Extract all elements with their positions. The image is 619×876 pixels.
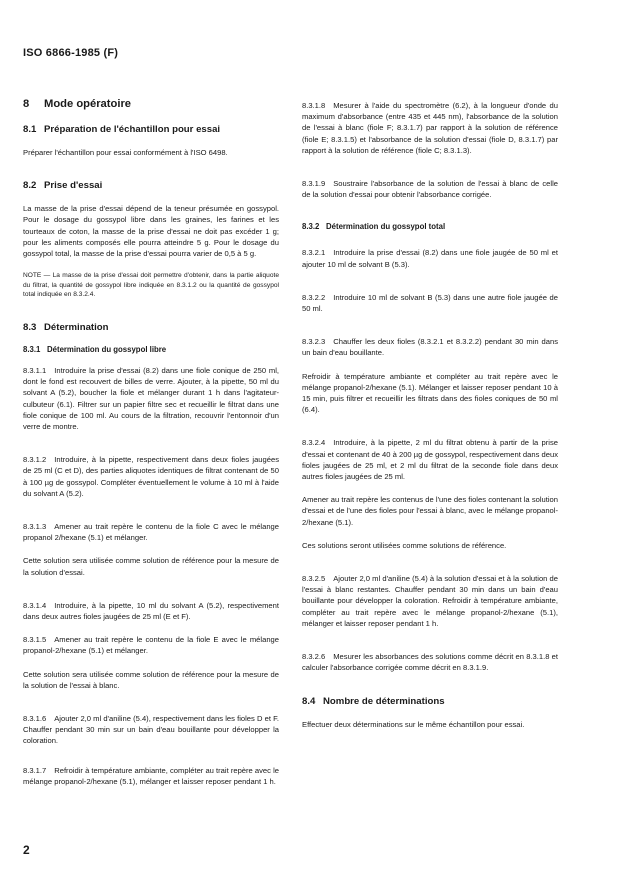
clause-8-3-1-7	[23, 765, 279, 787]
section-number: 8.3.2	[302, 222, 320, 232]
clause-8-3-1-4	[23, 600, 279, 622]
paragraph: La masse de la prise d'essai dépend de la teneur présumée en gossypol. Pour le dosage du gossypol libre dans les graines, les farines et les tourteaux de coton, la masse de la prise d'essai ne doit pas excéder 1 g; pour les aliments composés elle pourra atteindre 5 g. Pour le dosage du gossypol total, la masse de la prise d'essai pourra varier de 0,5 à 5 g.	[23, 204, 279, 259]
paragraph: Cette solution sera utilisée comme solution de référence pour la mesure de la solution de l'essai à blanc.	[23, 669, 279, 690]
paragraph: Effectuer deux déterminations sur le même échantillon pour essai.	[302, 719, 525, 729]
clause-number: 8.3.2.4	[302, 438, 326, 448]
clause-8-3-1-8	[302, 100, 558, 156]
clause-text: Soustraire l'absorbance de la solution de l'essai à blanc de celle de la solution d'essai pour obtenir l'absorbance corrigée.	[302, 179, 558, 200]
section-title: Détermination	[44, 322, 109, 333]
clause-8-3-1-6	[23, 713, 279, 747]
clause-text: Amener au trait repère le contenu de la fiole E avec le mélange propanol-2/hexane (5.1) et mélanger.	[23, 635, 279, 656]
paragraph: Amener au trait repère les contenus de l'une des fioles contenant la solution d'essai et de l'une des fioles pour l'essai à blanc, avec le mélange propanol-2/hexane (5.1).	[302, 495, 558, 527]
clause-number: 8.3.1.1	[23, 366, 47, 375]
clause-8-3-2-3	[302, 336, 558, 358]
clause-8-3-2-2	[302, 292, 558, 314]
clause-text: Introduire, à la pipette, 2 ml du filtrat obtenu à partir de la prise d'essai et contenant de 40 à 200 µg de gossypol, respectivement dans deux fioles jaugées de 25 ml, et 2 ml du filtrat de la seconde fiole dans deux autres fioles jaugées de 25 ml.	[302, 438, 558, 482]
clause-number: 8.3.2.5	[302, 574, 326, 584]
clause-number: 8.3.2.2	[302, 292, 326, 302]
clause-text: Introduire la prise d'essai (8.2) dans une fiole conique de 250 ml, dont le fond est recouvert de billes de verre. Ajouter, à la pipette, 50 ml du solvant A (5.2), boucher la fiole et mélanger durant 1 h dans l'agitateur-culbuteur (6.1). Filtrer sur un papier filtre sec et recueillir le filtrat dans une fiole conique de 100 ml. Au cours de la filtration, recouvrir l'entonnoir d'un verre de montre.	[23, 366, 279, 432]
clause-text: Amener au trait repère le contenu de la fiole C avec le mélange propanol 2/hexane (5.1) et mélanger.	[23, 522, 279, 543]
section-8-3-2-heading	[302, 222, 558, 231]
clause-8-3-1-3	[23, 521, 279, 543]
clause-text: Ajouter 2,0 ml d'aniline (5.4) à la solution d'essai et à la solution de l'essai à blanc restantes. Chauffer pendant 30 min dans un bain d'eau bouillante pour développer la coloration. Refroidir à température ambiante, compléter au trait repère avec le mélange propanol-2/hexane (5.1), mélanger et laisser reposer pendant 1 h.	[302, 574, 558, 628]
clause-number: 8.3.1.8	[302, 101, 326, 110]
section-title: Détermination du gossypol total	[326, 222, 446, 232]
left-column	[23, 98, 279, 787]
clause-number: 8.3.1.5	[23, 635, 47, 645]
paragraph: Cette solution sera utilisée comme solution de référence pour la mesure de la solution d'essai.	[23, 556, 279, 577]
clause-text: Introduire 10 ml de solvant B (5.3) dans une autre fiole jaugée de 50 ml.	[302, 292, 558, 314]
clause-number: 8.3.2.1	[302, 248, 326, 258]
clause-8-3-2-4	[302, 437, 558, 482]
clause-number: 8.3.1.2	[23, 455, 47, 465]
section-number: 8	[23, 98, 30, 110]
clause-8-3-1-9	[302, 178, 558, 200]
section-number: 8.2	[23, 180, 37, 192]
paragraph: Refroidir à température ambiante et compléter au trait repère avec le mélange propanol-2/hexane (5.1). Mélanger et laisser reposer pendant 10 à 15 min, puis filtrer et recueillir les filtrats dans des fioles coniques de 50 ml (6.4).	[302, 371, 558, 415]
clause-8-3-1-2	[23, 454, 279, 499]
clause-8-3-2-6	[302, 651, 558, 673]
note: NOTE — La masse de la prise d'essai doit permettre d'obtenir, dans la partie aliquote du filtrat, la quantité de gossypol libre indiquée en 8.3.1.2 ou la quantité de gossypol total indiquée en 8.3.2.4.	[23, 272, 279, 299]
section-8-2-heading	[23, 180, 279, 191]
section-8-3-1-heading	[23, 345, 279, 354]
clause-number: 8.3.2.3	[302, 337, 326, 347]
section-8-heading	[23, 98, 279, 110]
clause-text: Chauffer les deux fioles (8.3.2.1 et 8.3.2.2) pendant 30 min dans un bain d'eau bouillante.	[302, 337, 558, 358]
clause-number: 8.3.1.9	[302, 179, 326, 189]
clause-text: Mesurer les absorbances des solutions comme décrit en 8.3.1.8 et calculer l'absorbance corrigée comme décrit en 8.3.1.9.	[302, 652, 558, 673]
section-8-3-heading	[23, 322, 279, 333]
section-title: Nombre de déterminations	[323, 695, 445, 707]
right-column	[302, 100, 558, 730]
section-number: 8.3	[23, 322, 37, 333]
section-number: 8.1	[23, 124, 37, 135]
clause-8-3-1-5	[23, 634, 279, 656]
section-8-4-heading	[302, 696, 558, 707]
clause-text: Ajouter 2,0 ml d'aniline (5.4), respectivement dans les fioles D et F. Chauffer pendant 30 min sur un bain d'eau bouillante pour développer la coloration.	[23, 714, 279, 746]
clause-8-3-2-5	[302, 573, 558, 629]
clause-number: 8.3.1.7	[23, 765, 47, 775]
paragraph: Préparer l'échantillon pour essai conformément à l'ISO 6498.	[23, 148, 228, 157]
clause-number: 8.3.1.3	[23, 522, 47, 532]
clause-text: Introduire, à la pipette, respectivement dans deux fioles jaugées de 25 ml (C et D), des parties aliquotes identiques de filtrat contenant de 50 à 100 µg de gossypol. Compléter éventuellement le volume à 10 ml à l'aide du solvant A (5.2).	[23, 455, 279, 498]
clause-text: Refroidir à température ambiante, compléter au trait repère avec le mélange propanol-2/hexane (5.1), mélanger et laisser reposer pendant 1 h.	[23, 765, 279, 786]
paragraph: Ces solutions seront utilisées comme solutions de référence.	[302, 540, 507, 550]
section-title: Mode opératoire	[44, 98, 132, 110]
clause-8-3-1-1	[23, 365, 279, 432]
clause-text: Introduire, à la pipette, 10 ml du solvant A (5.2), respectivement dans deux autres fioles jaugées de 25 ml (E et F).	[23, 600, 279, 622]
section-title: Détermination du gossypol libre	[47, 345, 167, 354]
clause-8-3-2-1	[302, 247, 558, 269]
section-title: Préparation de l'échantillon pour essai	[44, 124, 221, 135]
clause-number: 8.3.1.4	[23, 600, 47, 610]
clause-number: 8.3.1.6	[23, 714, 47, 724]
section-8-1-heading	[23, 124, 279, 135]
page-number: 2	[23, 843, 30, 857]
clause-text: Introduire la prise d'essai (8.2) dans une fiole jaugée de 50 ml et ajouter 10 ml de solvant B (5.3).	[302, 248, 558, 269]
section-number: 8.4	[302, 695, 316, 707]
section-title: Prise d'essai	[44, 180, 103, 192]
document-header: ISO 6866-1985 (F)	[23, 47, 119, 59]
clause-text: Mesurer à l'aide du spectromètre (6.2), à la longueur d'onde du maximum d'absorbance (entre 435 et 445 nm), l'absorbance de la solution de l'essai à blanc (fiole F; 8.3.1.7) par rapport à la solution de référence (fiole E; 8.3.1.5) et l'absorbance de la solution d'essai (fiole D, 8.3.1.7) par rapport à la solution de référence (fiole C; 8.3.1.3).	[302, 101, 558, 155]
clause-number: 8.3.2.6	[302, 652, 326, 662]
section-number: 8.3.1	[23, 345, 41, 354]
